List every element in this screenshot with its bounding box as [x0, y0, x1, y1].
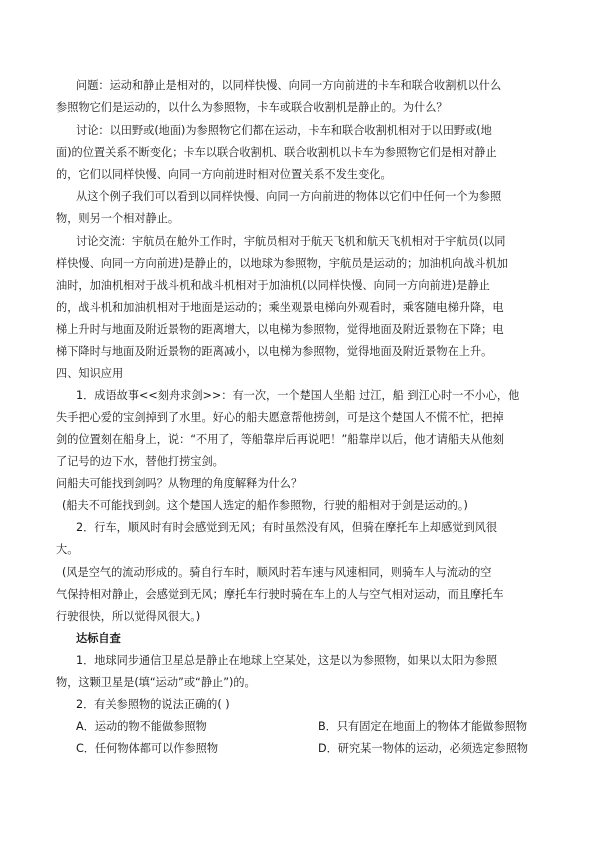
item2-answer-line-2: 气保持相对静止，会感觉到无风；摩托车行驶时骑在车上的人与空气相对运动，而且摩托车	[56, 588, 504, 601]
item2-line-2: 大。	[56, 543, 79, 556]
discussion-line-2: 面)的位置关系不断变化；卡车以联合收割机、联合收割机以卡车为参照物它们是相对静止	[56, 146, 497, 159]
question-line-1: 问题：运动和静止是相对的，以同样快慢、向同一方向前进的卡车和联合收割机以什么	[76, 79, 502, 92]
item2-answer-line-3: 行驶很快，所以觉得风很大。)	[56, 610, 201, 623]
exchange-line-6: 梯下降时与地面及附近景物的距离减小，以电梯为参照物，觉得地面及附近景物在上升。	[56, 345, 493, 358]
item2-answer-line-1: (风是空气的流动形成的。骑自行车时，顺风时若车速与风速相同，则骑车人与流动的空	[62, 566, 492, 579]
discussion-line-1: 讨论：以田野或(地面)为参照物它们都在运动，卡车和联合收割机相对于以田野或(地	[76, 124, 492, 137]
section-four-heading: 四、知识应用	[56, 367, 124, 380]
exchange-line-5: 梯上升时与地面及附近景物的距离增大，以电梯为参照物，觉得地面及附近景物在下降；电	[56, 323, 504, 336]
exchange-line-4: 的，战斗机和加油机相对于地面是运动的；乘坐观景电梯向外观看时，乘客随电梯升降，电	[56, 301, 504, 314]
q1-line-2: 物，这颗卫星是(填“运动”或“静止”)的。	[56, 676, 256, 689]
conclusion-line-1: 从这个例子我们可以看到以同样快慢、向同一方向前进的物体以它们中任何一个为参照	[76, 190, 502, 203]
question-line-2: 参照物它们是运动的，以什么为参照物，卡车或联合收割机是静止的。为什么？	[56, 101, 448, 114]
conclusion-line-2: 物，则另一个相对静止。	[56, 212, 180, 225]
option-a: A．运动的物不能做参照物	[76, 720, 207, 733]
item1-line-2: 失手把心爱的宝剑掉到了水里。好心的船夫愿意帮他捞剑，可是这个楚国人不慌不忙，把掉	[56, 411, 504, 424]
q2-stem: 2．有关参照物的说法正确的( )	[76, 698, 230, 711]
discussion-line-3: 的，它们以同样快慢、向同一方向前进时相对位置关系不发生变化。	[56, 168, 392, 181]
item1-question: 问船夫可能找到剑吗？从物理的角度解释为什么？	[56, 477, 303, 490]
q1-line-1: 1．地球同步通信卫星总是静止在地球上空某处，这是以为参照物，如果以太阳为参照	[76, 654, 498, 667]
option-c: C．任何物体都可以作参照物	[76, 742, 219, 755]
self-check-heading: 达标自查	[76, 632, 121, 645]
exchange-line-3: 油时，加油机相对于战斗机和战斗机相对于加油机(以同样快慢、向同一方向前进)是静止	[56, 279, 490, 292]
item2-line-1: 2．行车，顺风时有时会感觉到无风；有时虽然没有风，但骑在摩托车上却感觉到风很	[76, 521, 498, 534]
item1-line-3: 剑的位置刻在船身上，说：“不用了，等船靠岸后再说吧！”船靠岸以后，他才请船夫从他刻	[56, 433, 504, 446]
item1-line-1: 1．成语故事<<刻舟求剑>>：有一次，一个楚国人坐船 过江，船 到江心时一不小心，他	[76, 389, 520, 402]
option-b: B．只有固定在地面上的物体才能做参照物	[318, 720, 528, 733]
exchange-line-1: 讨论交流：宇航员在舱外工作时，宇航员相对于航天飞机和航天飞机相对于宇航员(以同	[76, 235, 506, 248]
exchange-line-2: 样快慢、向同一方向前进)是静止的，以地球为参照物，宇航员是运动的；加油机向战斗机加	[56, 257, 508, 270]
item1-answer: (船夫不可能找到剑。这个楚国人选定的船作参照物，行驶的船相对于剑是运动的。)	[62, 499, 468, 512]
item1-line-4: 了记号的边下水，替他打捞宝剑。	[56, 455, 224, 468]
option-d: D．研究某一物体的运动，必须选定参照物	[318, 742, 528, 755]
